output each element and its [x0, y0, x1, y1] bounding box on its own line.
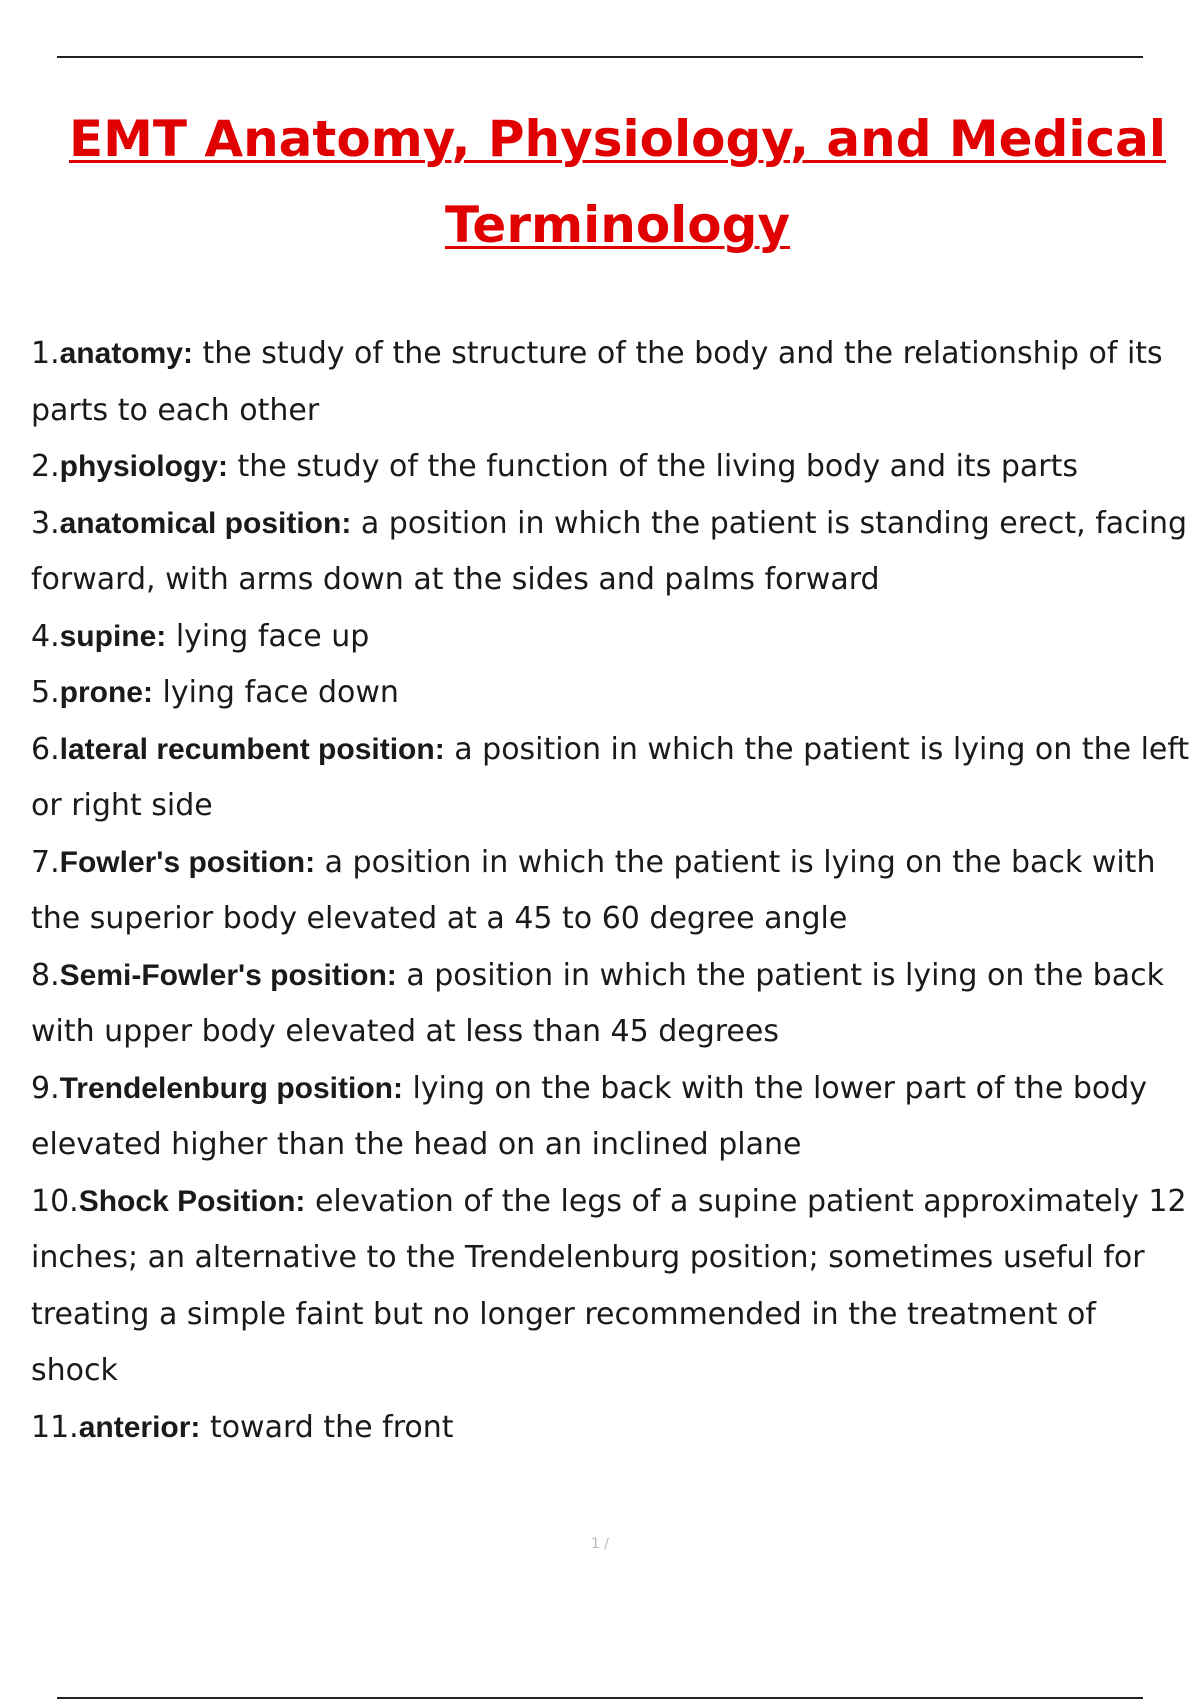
term-number: 4. — [31, 618, 60, 654]
term-word: anatomical position: — [59, 506, 352, 540]
term-item — [31, 326, 1191, 439]
term-definition: lying on the back with the lower part of the body elevated higher than the head on an inclined plane — [31, 1070, 1148, 1162]
term-word: prone: — [59, 676, 153, 709]
term-definition: elevation of the legs of a supine patient approximately 12 inches; an alternative to the Trendelenburg position; sometimes useful for treating a simple faint but no longer recommended in the treatment of shock — [31, 1183, 1187, 1388]
term-number: 11. — [31, 1409, 79, 1445]
term-definition: lying face up — [166, 618, 370, 654]
term-definition: a position in which the patient is standing erect, facing forward, with arms down at the sides and palms forward — [31, 505, 1188, 597]
term-definition: lying face down — [152, 675, 399, 710]
term-number: 3. — [31, 505, 60, 541]
term-item — [31, 835, 1191, 948]
term-item — [31, 948, 1191, 1061]
page-number: 1 / — [590, 1536, 610, 1552]
term-item — [31, 722, 1191, 835]
term-number: 9. — [31, 1070, 60, 1106]
term-word: physiology: — [59, 450, 228, 483]
term-list — [31, 326, 1191, 1456]
term-number: 6. — [31, 731, 60, 767]
term-definition: a position in which the patient is lying on the left or right side — [31, 731, 1190, 823]
term-word: Shock Position: — [78, 1184, 306, 1218]
term-item — [31, 1400, 1191, 1457]
term-number: 8. — [31, 957, 60, 993]
term-word: supine: — [59, 619, 167, 653]
term-definition: the study of the structure of the body and the relationship of its parts to each other — [31, 336, 1163, 428]
document-title: EMT Anatomy, Physiology, and Medical Terminology — [68, 110, 1167, 254]
bottom-divider — [57, 1697, 1143, 1699]
term-definition: toward the front — [200, 1409, 454, 1445]
term-word: anatomy: — [59, 337, 193, 370]
term-word: lateral recumbent position: — [59, 732, 445, 766]
term-definition: a position in which the patient is lying on the back with the superior body elevated at a 45 to 60 degree angle — [31, 844, 1156, 936]
term-number: 7. — [31, 844, 60, 880]
top-divider — [57, 56, 1143, 58]
term-number: 5. — [31, 675, 60, 710]
term-word: Trendelenburg position: — [59, 1071, 403, 1105]
term-number: 1. — [31, 336, 60, 371]
term-item — [31, 1174, 1191, 1400]
term-word: Fowler's position: — [59, 845, 316, 879]
term-word: anterior: — [78, 1410, 201, 1444]
term-definition: a position in which the patient is lying on the back with upper body elevated at less than 45 degrees — [31, 957, 1164, 1049]
term-word: Semi-Fowler's position: — [59, 958, 397, 992]
term-number: 2. — [31, 449, 60, 484]
term-item — [31, 496, 1191, 609]
term-definition: the study of the function of the living body and its parts — [227, 449, 1079, 484]
term-item — [31, 1061, 1191, 1174]
term-item — [31, 665, 1191, 722]
term-item — [31, 439, 1191, 496]
term-item — [31, 609, 1191, 666]
term-number: 10. — [31, 1183, 79, 1219]
